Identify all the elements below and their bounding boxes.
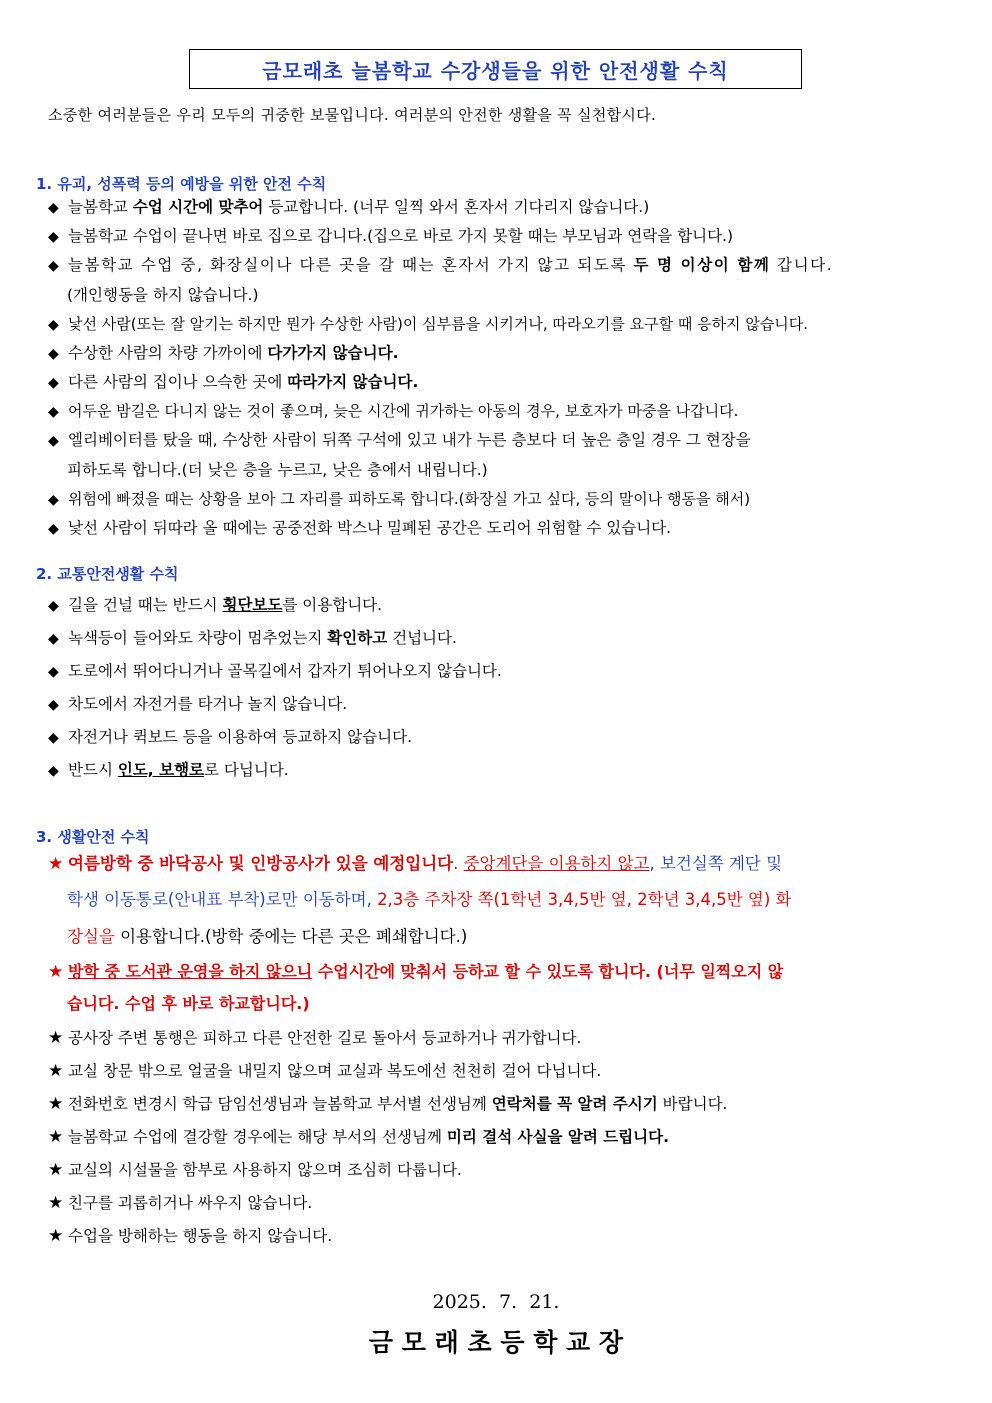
s3-item-8: ★ 친구를 괴롭히거나 싸우지 않습니다. xyxy=(48,1193,313,1213)
star-icon: ★ xyxy=(48,1127,64,1147)
s1-item-2: ◆ 늘봄학교 수업이 끝나면 바로 집으로 갑니다.(집으로 바로 가지 못할 때는 부모님과 연락을 합니다.) xyxy=(48,227,734,245)
diamond-icon: ◆ xyxy=(48,631,59,647)
s2-item-6: ◆ 반드시 인도, 보행로로 다닙니다. xyxy=(48,761,289,779)
s2-item-5: ◆ 자전거나 퀵보드 등을 이용하여 등교하지 않습니다. xyxy=(48,728,412,746)
star-icon: ★ xyxy=(48,1160,64,1180)
s1-item-7: ◆ 어두운 밤길은 다니지 않는 것이 좋으며, 늦은 시간에 귀가하는 아동의 경우, 보호자가 마중을 나갑니다. xyxy=(48,402,739,420)
diamond-icon: ◆ xyxy=(48,346,59,362)
s3-item-6: ★ 늘봄학교 수업에 결강할 경우에는 해당 부서의 선생님께 미리 결석 사실을 알려 드립니다. xyxy=(48,1127,669,1147)
diamond-icon: ◆ xyxy=(48,697,59,713)
star-icon: ★ xyxy=(48,1226,64,1246)
diamond-icon: ◆ xyxy=(48,521,59,537)
section-2-heading: 2. 교통안전생활 수칙 xyxy=(36,565,179,583)
s1-item-10: ◆ 낯선 사람이 뒤따라 올 때에는 공중전화 박스나 밀폐된 공간은 도리어 위험할 수 있습니다. xyxy=(48,519,672,537)
s2-item-2: ◆ 녹색등이 들어와도 차량이 멈추었는지 확인하고 건넙니다. xyxy=(48,629,457,647)
section-3-heading: 3. 생활안전 수칙 xyxy=(36,828,150,846)
page-title: 금모래초 늘봄학교 수강생들을 위한 안전생활 수칙 xyxy=(262,58,729,83)
s1-item-6: ◆ 다른 사람의 집이나 으슥한 곳에 따라가지 않습니다. xyxy=(48,373,419,391)
diamond-icon: ◆ xyxy=(48,763,59,779)
star-icon: ★ xyxy=(48,1028,64,1048)
s1-item-3: ◆ 늘봄학교 수업 중, 화장실이나 다른 곳을 갈 때는 혼자서 가지 않고 되도록 두 명 이상이 함께 갑니다. xyxy=(48,256,834,274)
diamond-icon: ◆ xyxy=(48,664,59,680)
diamond-icon: ◆ xyxy=(48,317,59,333)
star-icon: ★ xyxy=(48,1193,64,1213)
diamond-icon: ◆ xyxy=(48,229,59,245)
s1-item-4: ◆ 낯선 사람(또는 잘 알기는 하지만 뭔가 수상한 사람)이 심부름을 시키거나, 따라오기를 요구할 때 응하지 않습니다. xyxy=(48,315,809,333)
s3-item-1-cont-2: 장실을 이용합니다.(방학 중에는 다른 곳은 폐쇄합니다.) xyxy=(67,927,468,946)
s3-item-3: ★ 공사장 주변 통행은 피하고 다른 안전한 길로 돌아서 등교하거나 귀가합니다. xyxy=(48,1028,582,1048)
s3-item-2: ★ 방학 중 도서관 운영을 하지 않으니 수업시간에 맞춰서 등하교 할 수 있도록 합니다. (너무 일찍오지 않 xyxy=(48,962,784,982)
intro-text: 소중한 여러분들은 우리 모두의 귀중한 보물입니다. 여러분의 안전한 생활을 꼭 실천합시다. xyxy=(48,106,657,124)
s1-item-5: ◆ 수상한 사람의 차량 가까이에 다가가지 않습니다. xyxy=(48,344,399,362)
s3-item-5: ★ 전화번호 변경시 학급 담임선생님과 늘봄학교 부서별 선생님께 연락처를 꼭 알려 주시기 바랍니다. xyxy=(48,1094,728,1114)
signer-title: 금 모 래 초 등 학 교 장 xyxy=(368,1328,624,1357)
document-date: 2025. 7. 21. xyxy=(432,1291,560,1313)
star-icon: ★ xyxy=(48,1094,64,1114)
s3-item-9: ★ 수업을 방해하는 행동을 하지 않습니다. xyxy=(48,1226,333,1246)
section-1-heading: 1. 유괴, 성폭력 등의 예방을 위한 안전 수칙 xyxy=(36,175,327,193)
s1-item-8-cont: 피하도록 합니다.(더 낮은 층을 누르고, 낮은 층에서 내립니다.) xyxy=(67,461,488,479)
diamond-icon: ◆ xyxy=(48,258,61,274)
s3-item-7: ★ 교실의 시설물을 함부로 사용하지 않으며 조심히 다룹니다. xyxy=(48,1160,462,1180)
s2-item-4: ◆ 차도에서 자전거를 타거나 놀지 않습니다. xyxy=(48,695,348,713)
diamond-icon: ◆ xyxy=(48,492,59,508)
title-box xyxy=(189,49,802,89)
s1-item-1: ◆ 늘봄학교 수업 시간에 맞추어 등교합니다. (너무 일찍 와서 혼자서 기다리지 않습니다.) xyxy=(48,198,650,216)
diamond-icon: ◆ xyxy=(48,200,59,216)
star-icon: ★ xyxy=(48,1061,64,1081)
s1-item-9: ◆ 위험에 빠졌을 때는 상황을 보아 그 자리를 피하도록 합니다.(화장실 가고 싶다, 등의 말이나 행동을 해서) xyxy=(48,490,751,508)
s3-item-1-cont-1: 학생 이동통로(안내표 부착)로만 이동하며, 2,3층 주차장 쪽(1학년 3,4,5반 옆, 2학년 3,4,5반 옆) 화 xyxy=(67,890,792,909)
s1-item-3-cont: (개인행동을 하지 않습니다.) xyxy=(67,286,259,304)
diamond-icon: ◆ xyxy=(48,433,59,449)
star-icon: ★ xyxy=(48,962,64,982)
s3-item-2-cont: 습니다. 수업 후 바로 하교합니다.) xyxy=(67,994,310,1013)
s3-item-4: ★ 교실 창문 밖으로 얼굴을 내밀지 않으며 교실과 복도에선 천천히 걸어 다닙니다. xyxy=(48,1061,602,1081)
star-icon: ★ xyxy=(48,854,64,874)
diamond-icon: ◆ xyxy=(48,598,59,614)
diamond-icon: ◆ xyxy=(48,404,59,420)
diamond-icon: ◆ xyxy=(48,375,59,391)
s2-item-3: ◆ 도로에서 뛰어다니거나 골목길에서 갑자기 튀어나오지 않습니다. xyxy=(48,662,502,680)
s3-item-1: ★ 여름방학 중 바닥공사 및 인방공사가 있을 예정입니다. 중앙계단을 이용하지 않고, 보건실쪽 계단 및 xyxy=(48,854,783,874)
diamond-icon: ◆ xyxy=(48,730,59,746)
s1-item-8: ◆ 엘리베이터를 탔을 때, 수상한 사람이 뒤쪽 구석에 있고 내가 누른 층보다 더 높은 층일 경우 그 현장을 xyxy=(48,431,751,449)
s2-item-1: ◆ 길을 건널 때는 반드시 횡단보도를 이용합니다. xyxy=(48,596,383,614)
